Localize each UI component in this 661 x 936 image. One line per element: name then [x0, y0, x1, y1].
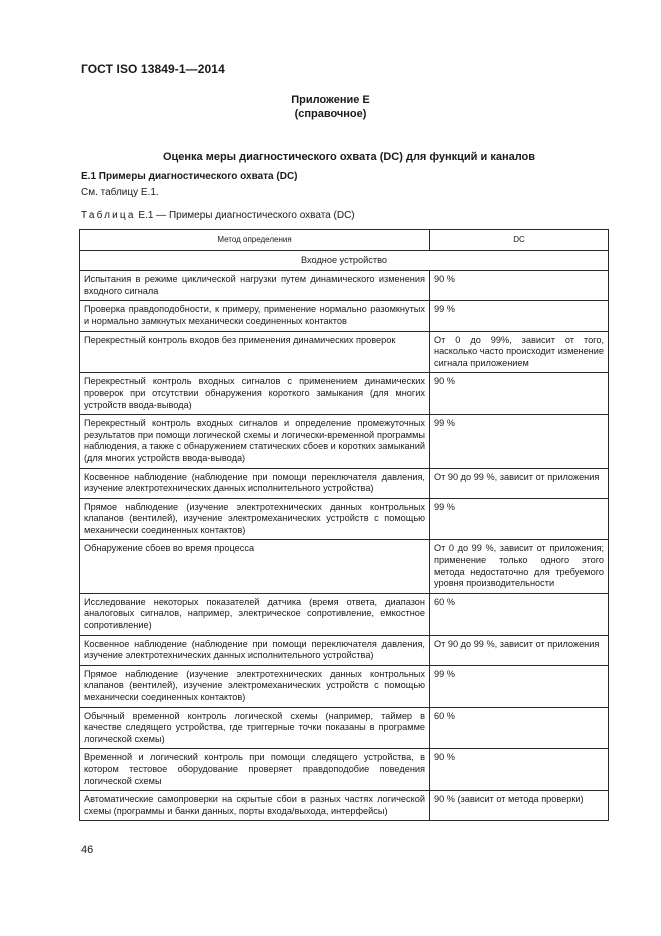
method-cell: Косвенное наблюдение (наблюдение при помощи переключателя давления, изучение электротехнических данных исполнительного устройства) — [80, 635, 430, 665]
dc-cell: 99 % — [430, 301, 609, 331]
table-header-row — [80, 230, 609, 251]
dc-cell: 99 % — [430, 665, 609, 707]
page-number: 46 — [81, 844, 94, 856]
method-cell: Автоматические самопроверки на скрытые сбои в разных частях логической схемы (программы и банки данных, порты входа/выхода, интерфейсы) — [80, 791, 430, 821]
method-cell: Перекрестный контроль входных сигналов с применением динамических проверок при отсутствии обнаружения короткого замыкания (для многих устройств ввода-вывода) — [80, 373, 430, 415]
method-cell: Прямое наблюдение (изучение электротехнических данных контрольных клапанов (вентилей), изучение электромеханических устройств с помощью механически соединенных контактов) — [80, 665, 430, 707]
method-cell: Прямое наблюдение (изучение электротехнических данных контрольных клапанов (вентилей), изучение электромеханических устройств с помощью механически соединенных контактов) — [80, 498, 430, 540]
annex-subtitle: (справочное) — [294, 108, 367, 120]
dc-cell: 90 % — [430, 749, 609, 791]
table-row — [80, 468, 609, 498]
section-title: Оценка меры диагностического охвата (DC) для функций и каналов — [162, 151, 536, 163]
dc-cell: 99 % — [430, 415, 609, 468]
table-row — [80, 635, 609, 665]
table-row — [80, 540, 609, 593]
method-cell: Исследование некоторых показателей датчика (время ответа, диапазон аналоговых сигналов, например, электрическое сопротивление, емкостное сопротивление) — [80, 593, 430, 635]
table-row — [80, 665, 609, 707]
method-cell: Испытания в режиме циклической нагрузки путем динамического изменения входного сигнала — [80, 271, 430, 301]
method-cell: Обычный временной контроль логической схемы (например, таймер в качестве следящего устройства, где триггерные точки показаны в программе логической схемы) — [80, 707, 430, 749]
method-cell: Обнаружение сбоев во время процесса — [80, 540, 430, 593]
column-header-dc: DC — [430, 230, 609, 251]
method-cell: Временной и логический контроль при помощи следящего устройства, в котором тестовое оборудование проверяет правдоподобие поведения логической схемы — [80, 749, 430, 791]
column-header-method: Метод определения — [80, 230, 430, 251]
table-caption-label: Таблица — [81, 210, 136, 221]
annex-title: Приложение Е — [291, 94, 370, 106]
table-row — [80, 707, 609, 749]
dc-cell: 90 % — [430, 373, 609, 415]
table-row — [80, 593, 609, 635]
table-row — [80, 498, 609, 540]
table-row — [80, 301, 609, 331]
table-row — [80, 271, 609, 301]
method-cell: Косвенное наблюдение (наблюдение при помощи переключателя давления, изучение электротехнических данных исполнительного устройства) — [80, 468, 430, 498]
table-caption — [81, 210, 355, 221]
dc-cell: 60 % — [430, 593, 609, 635]
group-row — [80, 250, 609, 271]
table-row — [80, 415, 609, 468]
annex-heading — [0, 93, 661, 121]
table-row — [80, 791, 609, 821]
dc-cell: 99 % — [430, 498, 609, 540]
table-caption-text: Е.1 — Примеры диагностического охвата (DC) — [135, 210, 355, 221]
table-row — [80, 749, 609, 791]
dc-cell: От 0 до 99%, зависит от того, насколько часто происходит изменение сигнала приложением — [430, 331, 609, 373]
table-row — [80, 373, 609, 415]
standard-header: ГОСТ ISO 13849-1—2014 — [81, 62, 225, 76]
dc-cell: 60 % — [430, 707, 609, 749]
dc-cell: От 90 до 99 %, зависит от приложения — [430, 635, 609, 665]
subsection-title: Е.1 Примеры диагностического охвата (DC) — [81, 171, 298, 182]
dc-cell: От 90 до 99 %, зависит от приложения — [430, 468, 609, 498]
see-table-reference: См. таблицу Е.1. — [81, 187, 159, 198]
dc-cell: От 0 до 99 %, зависит от приложения; применение только одного этого метода недостаточно для требуемого уровня производительности — [430, 540, 609, 593]
table-row — [80, 331, 609, 373]
group-label: Входное устройство — [80, 250, 609, 271]
method-cell: Перекрестный контроль входов без применения динамических проверок — [80, 331, 430, 373]
dc-examples-table — [79, 229, 609, 821]
method-cell: Перекрестный контроль входных сигналов и определение промежуточных результатов при помощи логической схемы и логически-временной программы наблюдения, а также с обнаружением статических сбоев и коротких замыканий (для многих устройств ввода-вывода) — [80, 415, 430, 468]
method-cell: Проверка правдоподобности, к примеру, применение нормально разомкнутых и нормально замкнутых механически соединенных контактов — [80, 301, 430, 331]
dc-cell: 90 % (зависит от метода проверки) — [430, 791, 609, 821]
dc-cell: 90 % — [430, 271, 609, 301]
